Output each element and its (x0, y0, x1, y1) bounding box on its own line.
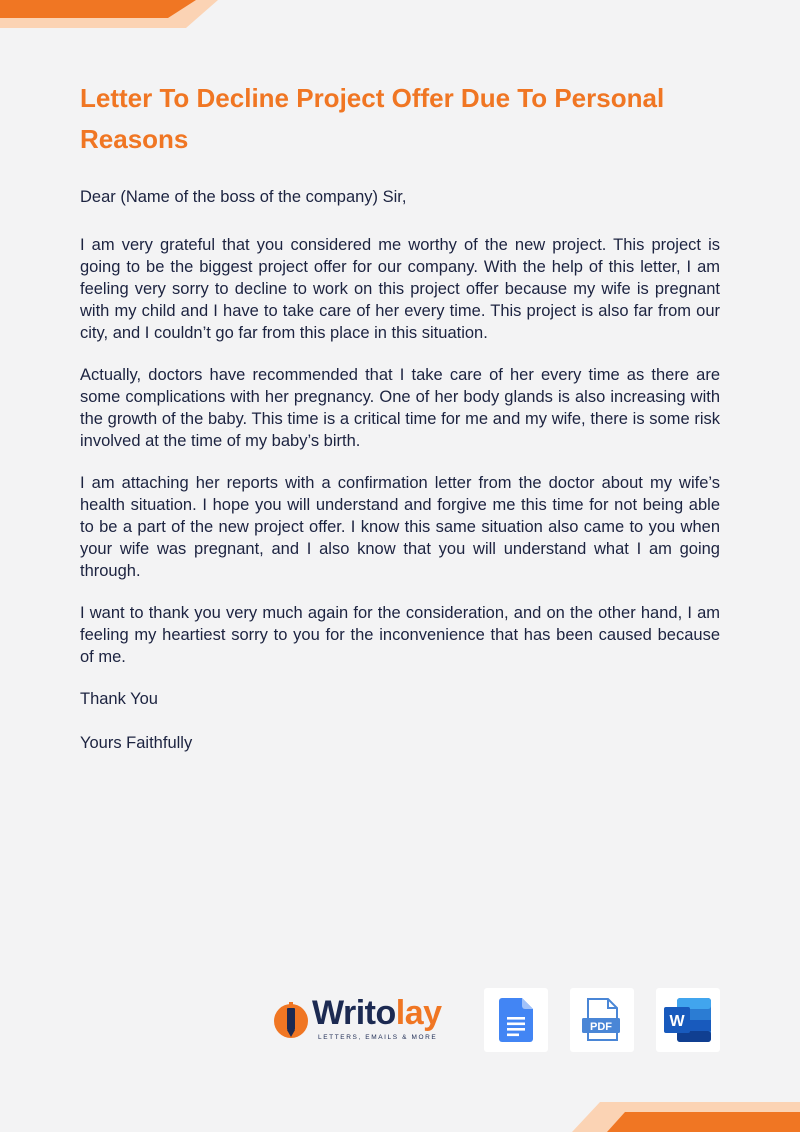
bottom-corner-decoration (570, 1102, 800, 1132)
greeting: Dear (Name of the boss of the company) Sir, (80, 188, 407, 206)
pdf-label: PDF (590, 1021, 612, 1033)
closing-signoff: Yours Faithfully (80, 734, 193, 752)
brand-name-part1: Writo (312, 994, 396, 1032)
brand-tagline: LETTERS, EMAILS & MORE (318, 1034, 438, 1041)
document-title: Letter To Decline Project Offer Due To Personal Reasons (80, 83, 665, 154)
paragraph-4: I want to thank you very much again for the consideration, and on the other hand, I am feeling my heartiest sorry to you for the inconvenience that has been caused because of me. (80, 604, 720, 666)
brand-logo[interactable] (270, 996, 460, 1046)
brand-name (312, 994, 442, 1033)
word-icon (663, 997, 713, 1043)
paragraph-3: I am attaching her reports with a confirmation letter from the doctor about my wife’s health situation. I hope you will understand and forgive me this time for not being able to be a part of the new project offer. I know this same situation also came to you when your wife was pregnant, and I also know that you will understand what I am going through. (80, 474, 720, 580)
brand-name-part2: lay (395, 994, 442, 1032)
google-docs-icon (499, 998, 533, 1042)
writolay-logo-icon (272, 1000, 310, 1040)
google-docs-download[interactable] (484, 988, 548, 1052)
pdf-icon (579, 997, 625, 1043)
footer (270, 988, 720, 1052)
pdf-download[interactable] (570, 988, 634, 1052)
top-corner-decoration (0, 0, 220, 30)
closing-thanks: Thank You (80, 690, 158, 708)
letter-body (80, 186, 720, 776)
paragraph-2: Actually, doctors have recommended that I take care of her every time as there are some complications with her pregnancy. One of her body glands is also increasing with the growth of the baby. This time is a critical time for me and my wife, there is some risk involved at the time of my baby’s birth. (80, 366, 720, 450)
paragraph-1: I am very grateful that you considered me worthy of the new project. This project is going to be the biggest project offer for our company. With the help of this letter, I am feeling very sorry to decline to work on this project offer because my wife is pregnant with my child and I have to take care of her every time. This project is also far from our city, and I couldn’t go far from this place in this situation. (80, 236, 720, 342)
word-label: W (669, 1013, 685, 1030)
word-download[interactable] (656, 988, 720, 1052)
